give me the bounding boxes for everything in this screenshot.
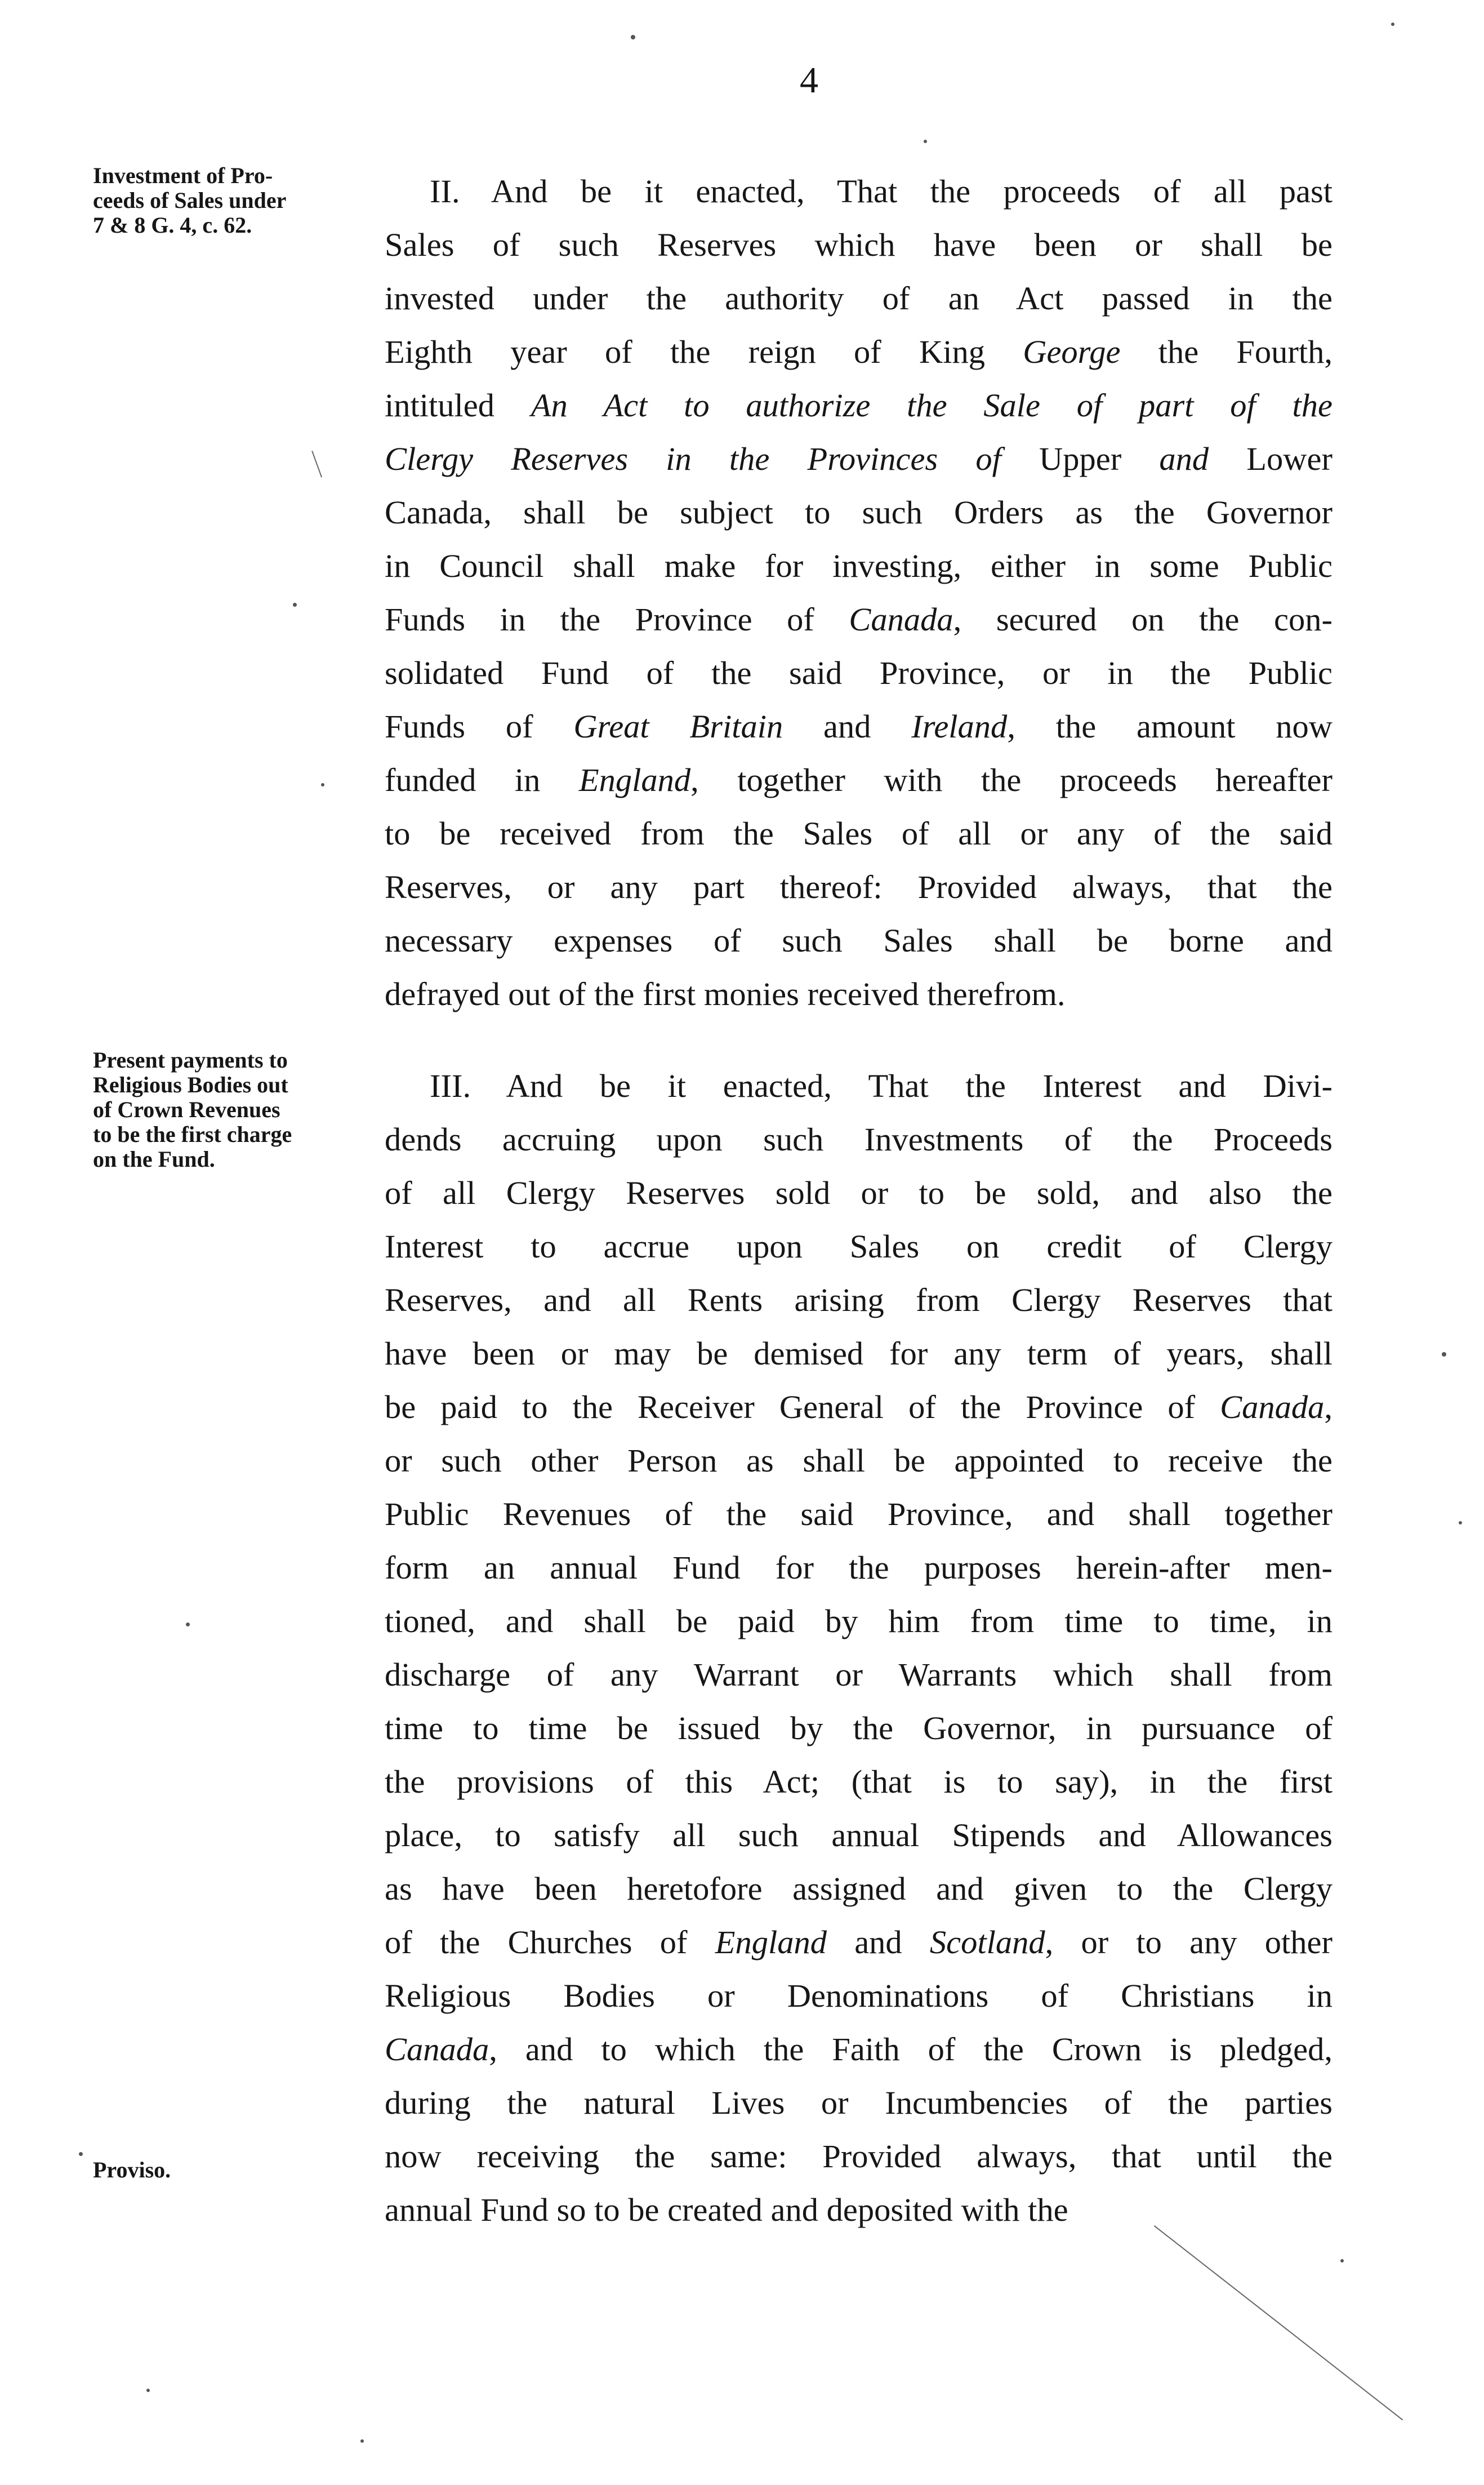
scan-speck	[924, 140, 927, 143]
text-run: to be received from the Sales of all or any of the said	[385, 815, 1333, 852]
margin-note-line: Religious Bodies out	[93, 1072, 288, 1097]
text-run: have been or may be demised for any term of years, shall	[385, 1335, 1333, 1372]
scan-speck	[186, 1622, 190, 1626]
text-line	[385, 1862, 1333, 1915]
text-run: and	[783, 708, 912, 745]
italic-run: Ireland	[911, 708, 1008, 745]
margin-note-line: on the Fund.	[93, 1146, 215, 1172]
italic-run: Clergy Reserves in the Provinces of	[385, 441, 1001, 477]
text-run: , and to which the Faith of the Crown is pledged,	[489, 2031, 1333, 2068]
page-number: 4	[800, 60, 818, 101]
text-line	[385, 1220, 1333, 1273]
text-run: as have been heretofore assigned and given to the Clergy	[385, 1870, 1333, 1907]
text-run: now receiving the same: Provided always, that until the	[385, 2138, 1333, 2175]
text-run: defrayed out of the first monies received therefrom.	[385, 976, 1066, 1012]
text-run: Upper	[1001, 441, 1160, 477]
margin-note-line: to be the first charge	[93, 1122, 292, 1147]
text-run: , or to any other	[1045, 1924, 1333, 1961]
text-run: invested under the authority of an Act passed in the	[385, 280, 1333, 317]
text-line	[385, 2130, 1333, 2183]
text-line	[385, 1059, 1333, 1113]
text-line	[385, 1755, 1333, 1808]
text-line	[385, 1701, 1333, 1755]
italic-run: England	[578, 762, 691, 798]
margin-note-line: 7 & 8 G. 4, c. 62.	[93, 212, 252, 238]
text-line	[385, 1166, 1333, 1220]
scan-speck	[79, 2152, 83, 2156]
text-line	[385, 646, 1333, 700]
text-run: time to time be issued by the Governor, in pursuance of	[385, 1710, 1333, 1746]
text-line	[385, 2022, 1333, 2076]
scan-speck	[1459, 1521, 1462, 1524]
text-run: funded in	[385, 762, 579, 798]
text-run: Religious Bodies or Denominations of Christians in	[385, 1977, 1333, 2014]
text-run: form an annual Fund for the purposes herein-after men-	[385, 1549, 1333, 1586]
text-run: tioned, and shall be paid by him from time to time, in	[385, 1603, 1333, 1639]
text-run: and	[826, 1924, 930, 1961]
text-run: Canada, shall be subject to such Orders as the Governor	[385, 494, 1333, 531]
text-line	[385, 914, 1333, 967]
scan-speck	[1442, 1352, 1446, 1357]
text-line	[385, 1327, 1333, 1380]
text-run: the provisions of this Act; (that is to say), in the first	[385, 1763, 1333, 1800]
text-line	[385, 1113, 1333, 1166]
text-run: of the Churches of	[385, 1924, 715, 1961]
text-run: Funds of	[385, 708, 574, 745]
text-line	[385, 165, 1333, 218]
text-line	[385, 967, 1333, 1021]
text-run: , together with the proceeds hereafter	[690, 762, 1333, 798]
text-line	[385, 1969, 1333, 2022]
text-run: Public Revenues of the said Province, and shall together	[385, 1496, 1333, 1532]
text-run: III. And be it enacted, That the Interest and Divi-	[430, 1068, 1333, 1104]
text-line	[385, 1380, 1333, 1434]
section-iii-paragraph	[385, 1059, 1333, 2237]
italic-run: Canada	[385, 2031, 489, 2068]
margin-note-proviso	[93, 2158, 363, 2182]
text-run: , secured on the con-	[953, 601, 1333, 638]
margin-note-line: Proviso.	[93, 2157, 171, 2182]
text-run: dends accruing upon such Investments of the Proceeds	[385, 1121, 1333, 1158]
text-line	[385, 1594, 1333, 1648]
text-line	[385, 1648, 1333, 1701]
text-run: intituled	[385, 387, 531, 424]
italic-run: England	[715, 1924, 827, 1961]
text-run: II. And be it enacted, That the proceeds of all past	[430, 173, 1333, 210]
text-line	[385, 432, 1333, 486]
text-run: Sales of such Reserves which have been or shall be	[385, 226, 1333, 263]
text-line	[385, 807, 1333, 860]
text-line	[385, 272, 1333, 325]
text-line	[385, 218, 1333, 272]
text-run: the Fourth,	[1120, 334, 1333, 370]
margin-note-line: Investment of Pro-	[93, 163, 273, 188]
scan-speck	[146, 2389, 150, 2392]
scan-scratch	[311, 451, 322, 478]
text-run: discharge of any Warrant or Warrants which shall from	[385, 1656, 1333, 1693]
text-run: Interest to accrue upon Sales on credit of Clergy	[385, 1228, 1333, 1265]
text-line	[385, 486, 1333, 539]
text-line	[385, 1273, 1333, 1327]
text-line	[385, 860, 1333, 914]
text-run: Funds in the Province of	[385, 601, 849, 638]
scan-speck	[360, 2439, 364, 2443]
text-line	[385, 2183, 1333, 2237]
scan-speck	[293, 603, 297, 607]
text-run: of all Clergy Reserves sold or to be sold, and also the	[385, 1175, 1333, 1211]
margin-note-investment	[93, 163, 363, 238]
italic-run: An Act to authorize the Sale of part of the	[531, 387, 1333, 424]
text-line	[385, 1487, 1333, 1541]
italic-run: Great Britain	[573, 708, 783, 745]
text-run: necessary expenses of such Sales shall be borne and	[385, 922, 1333, 959]
text-run: annual Fund so to be created and deposited with the	[385, 2191, 1068, 2228]
text-line	[385, 1915, 1333, 1969]
italic-run: Canada	[1220, 1389, 1325, 1425]
text-run: Reserves, and all Rents arising from Clergy Reserves that	[385, 1282, 1333, 1318]
scan-speck	[1340, 2259, 1344, 2262]
italic-run: Canada	[849, 601, 953, 638]
text-run: ,	[1324, 1389, 1333, 1425]
text-run: be paid to the Receiver General of the Province of	[385, 1389, 1220, 1425]
section-ii-paragraph	[385, 165, 1333, 1021]
text-line	[385, 1434, 1333, 1487]
text-line	[385, 379, 1333, 432]
margin-note-line: of Crown Revenues	[93, 1097, 280, 1122]
text-run: in Council shall make for investing, either in some Public	[385, 548, 1333, 584]
text-run: place, to satisfy all such annual Stipends and Allowances	[385, 1817, 1333, 1853]
margin-note-line: ceeds of Sales under	[93, 188, 287, 213]
text-run: , the amount now	[1007, 708, 1333, 745]
italic-run: Scotland	[929, 1924, 1045, 1961]
text-line	[385, 700, 1333, 753]
text-run: during the natural Lives or Incumbencies of the parties	[385, 2084, 1333, 2121]
text-line	[385, 325, 1333, 379]
margin-note-line: Present payments to	[93, 1047, 288, 1073]
margin-note-present-payments	[93, 1048, 363, 1172]
scan-speck	[631, 35, 635, 39]
scan-scratch	[1154, 2225, 1403, 2420]
italic-run: George	[1023, 334, 1121, 370]
text-run: solidated Fund of the said Province, or in the Public	[385, 655, 1333, 691]
text-run: Reserves, or any part thereof: Provided always, that the	[385, 869, 1333, 905]
text-line	[385, 2076, 1333, 2130]
text-run: or such other Person as shall be appointed to receive the	[385, 1442, 1333, 1479]
scan-speck	[1391, 23, 1394, 26]
text-run: Eighth year of the reign of King	[385, 334, 1023, 370]
text-line	[385, 539, 1333, 593]
scan-speck	[321, 783, 324, 786]
text-line	[385, 1808, 1333, 1862]
text-line	[385, 753, 1333, 807]
text-run: Lower	[1209, 441, 1333, 477]
italic-run: and	[1159, 441, 1209, 477]
text-line	[385, 593, 1333, 646]
text-line	[385, 1541, 1333, 1594]
